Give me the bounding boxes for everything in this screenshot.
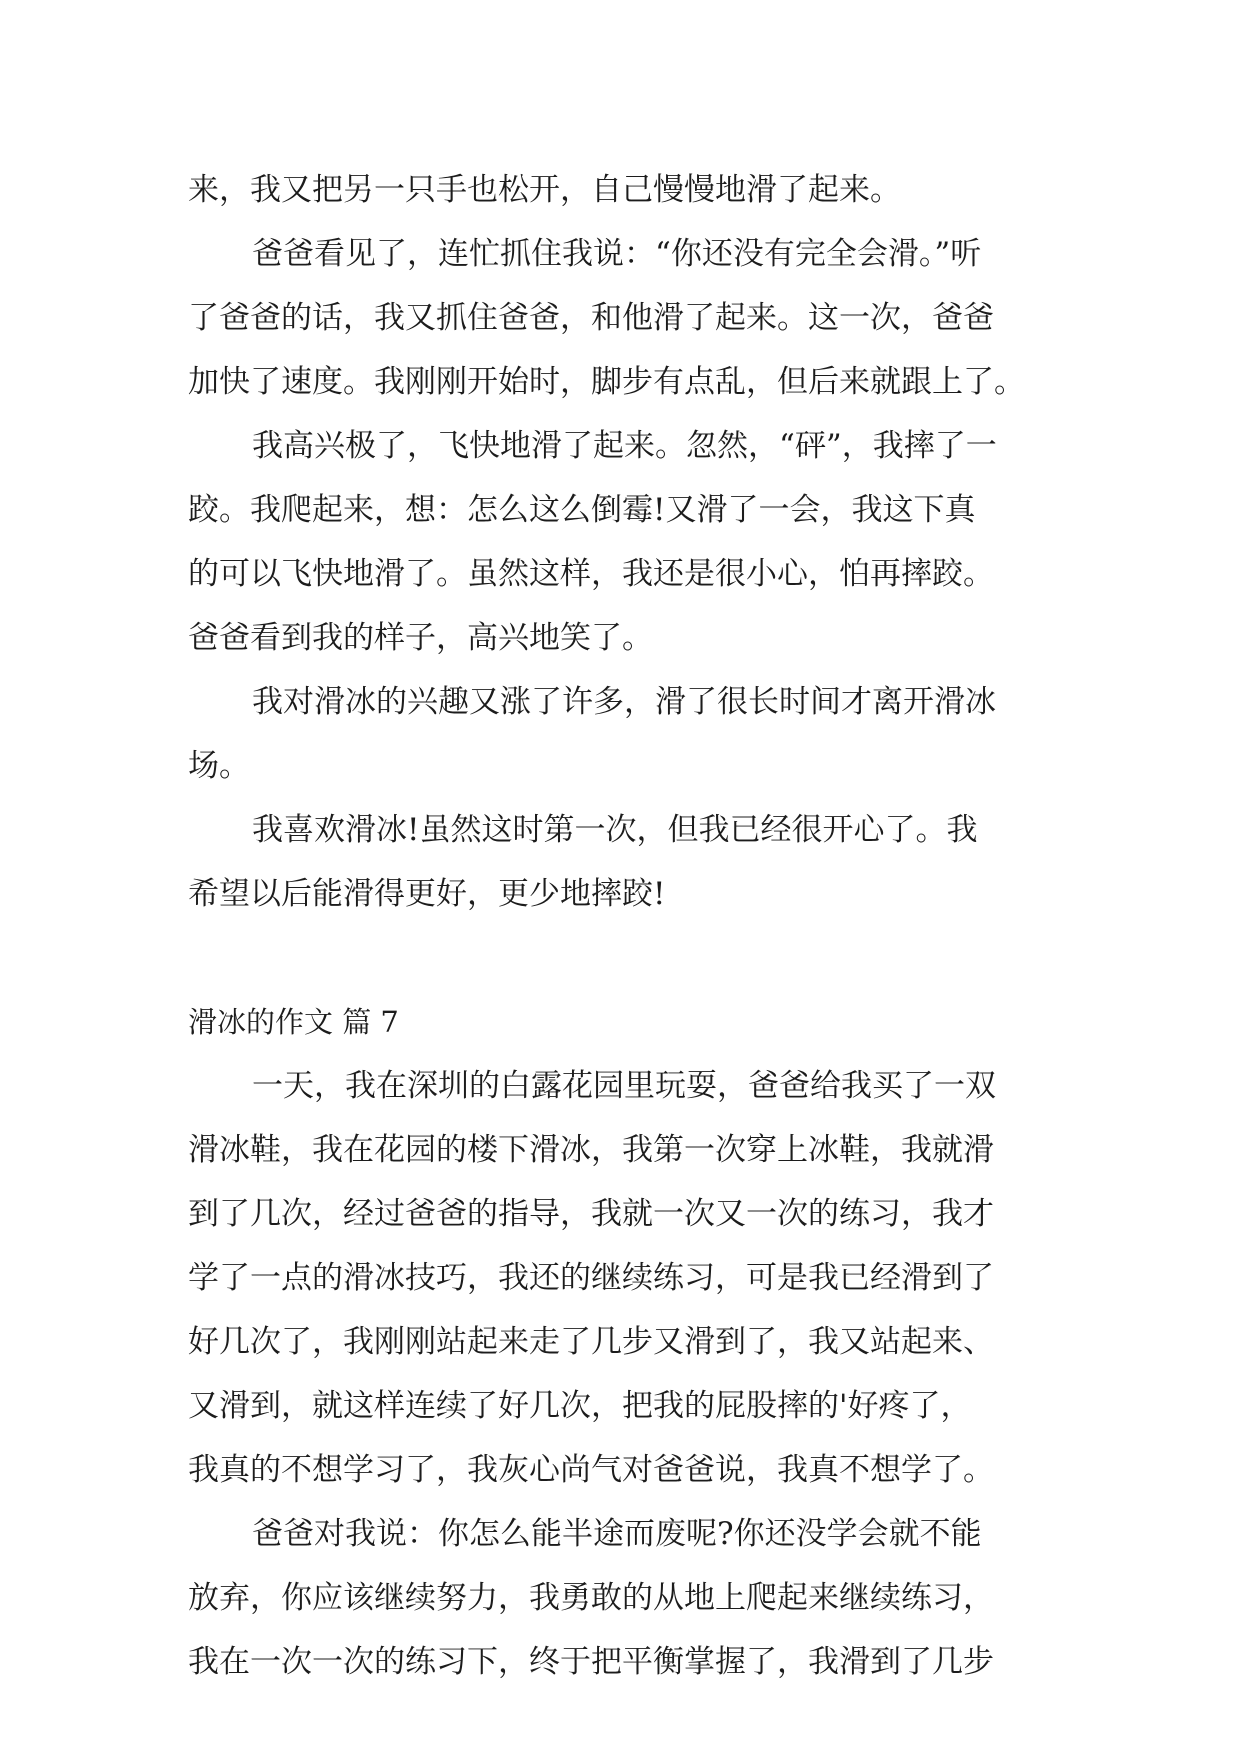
paragraph-2-line-2: 了爸爸的话，我又抓住爸爸，和他滑了起来。这一次，爸爸 — [188, 300, 994, 336]
paragraph-3-line-4: 爸爸看到我的样子，高兴地笑了。 — [188, 620, 653, 656]
essay-text — [188, 158, 1068, 1694]
paragraph-5-line-2: 希望以后能滑得更好，更少地摔跤! — [188, 876, 666, 912]
paragraph-1-line-1: 来，我又把另一只手也松开，自己慢慢地滑了起来。 — [188, 172, 901, 208]
paragraph-3-line-1: 我高兴极了，飞快地滑了起来。忽然，“砰”，我摔了一 — [252, 428, 997, 464]
paragraph-5-line-1: 我喜欢滑冰!虽然这时第一次，但我已经很开心了。我 — [252, 812, 978, 848]
paragraph-4-line-1: 我对滑冰的兴趣又涨了许多，滑了很长时间才离开滑冰 — [252, 684, 996, 720]
paragraph-2-line-1: 爸爸看见了，连忙抓住我说：“你还没有完全会滑。”听 — [252, 236, 982, 272]
paragraph-6-line-1: 一天，我在深圳的白露花园里玩耍，爸爸给我买了一双 — [252, 1068, 996, 1104]
paragraph-6-line-5: 好几次了，我刚刚站起来走了几步又滑到了，我又站起来、 — [188, 1324, 994, 1360]
paragraph-6-line-6: 又滑到，就这样连续了好几次，把我的屁股摔的'好疼了， — [188, 1388, 972, 1424]
paragraph-7-line-1: 爸爸对我说：你怎么能半途而废呢?你还没学会就不能 — [252, 1516, 982, 1552]
paragraph-6-line-7: 我真的不想学习了，我灰心尚气对爸爸说，我真不想学了。 — [188, 1452, 994, 1488]
paragraph-7-line-3: 我在一次一次的练习下，终于把平衡掌握了，我滑到了几步 — [188, 1644, 994, 1680]
paragraph-6-line-3: 到了几次，经过爸爸的指导，我就一次又一次的练习，我才 — [188, 1196, 994, 1232]
section-spacer — [188, 926, 1068, 990]
paragraph-4-line-2: 场。 — [188, 748, 250, 784]
paragraph-2-line-3: 加快了速度。我刚刚开始时，脚步有点乱，但后来就跟上了。 — [188, 364, 1025, 400]
paragraph-3-line-2: 跤。我爬起来，想：怎么这么倒霉!又滑了一会，我这下真 — [188, 492, 976, 528]
paragraph-6-line-4: 学了一点的滑冰技巧，我还的继续练习，可是我已经滑到了 — [188, 1260, 994, 1296]
paragraph-3-line-3: 的可以飞快地滑了。虽然这样，我还是很小心，怕再摔跤。 — [188, 556, 994, 592]
paragraph-7-line-2: 放弃，你应该继续努力，我勇敢的从地上爬起来继续练习， — [188, 1580, 994, 1616]
paragraph-6-line-2: 滑冰鞋，我在花园的楼下滑冰，我第一次穿上冰鞋，我就滑 — [188, 1132, 994, 1168]
section-heading: 滑冰的作文 篇 7 — [188, 1005, 399, 1039]
